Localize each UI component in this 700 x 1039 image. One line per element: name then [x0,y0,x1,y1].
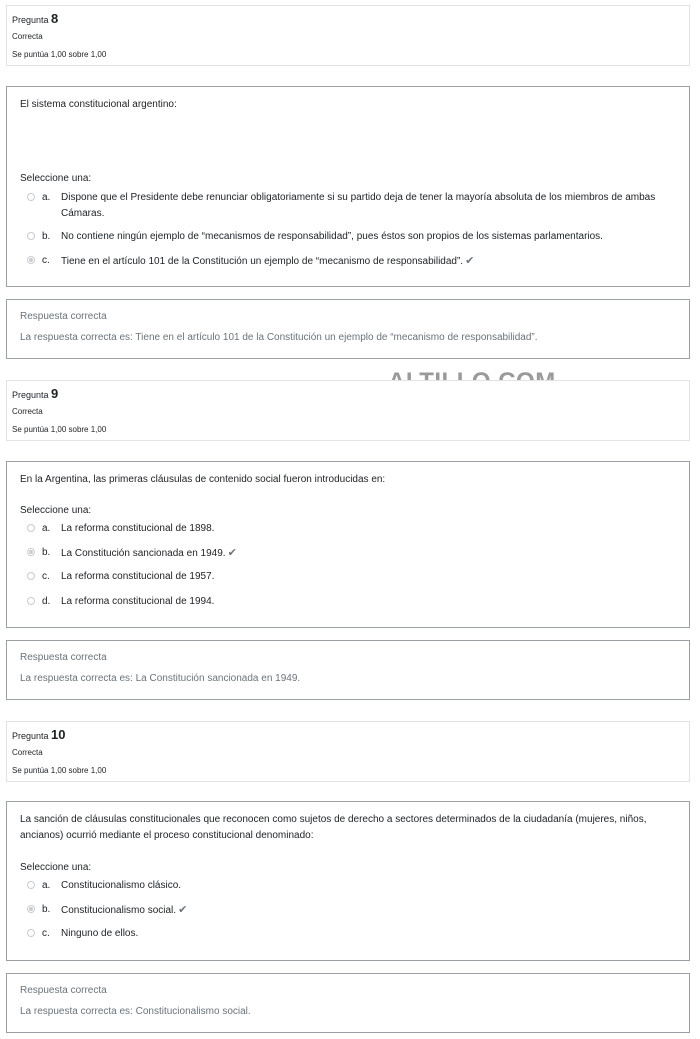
select-prompt: Seleccione una: [20,173,92,184]
question-grade: Se puntúa 1,00 sobre 1,00 [12,425,107,434]
answer-option-c[interactable] [27,569,665,585]
answer-option-b[interactable] [27,545,665,562]
radio-button[interactable] [27,597,35,605]
option-text: La reforma constitucional de 1957. [61,571,215,582]
feedback-9 [6,640,690,700]
question-number: Pregunta 10 [12,727,66,742]
select-prompt: Seleccione una: [20,505,92,516]
answer-option-b[interactable] [27,229,665,245]
option-letter: d. [42,596,51,607]
question-state: Correcta [12,32,43,41]
select-prompt: Seleccione una: [20,862,92,873]
feedback-text: La respuesta correcta es: Constitucionalismo social. [20,1006,251,1017]
question-info-9 [6,380,690,441]
option-text: Constitucionalismo clásico. [61,880,182,891]
option-letter: c. [42,571,50,582]
option-text: Tiene en el artículo 101 de la Constitución un ejemplo de “mecanismo de responsabilidad”. [61,256,464,267]
question-state: Correcta [12,748,43,757]
question-state: Correcta [12,407,43,416]
question-grade: Se puntúa 1,00 sobre 1,00 [12,766,107,775]
feedback-title: Respuesta correcta [20,985,107,996]
answer-option-b[interactable] [27,902,665,919]
option-text: La Constitución sancionada en 1949. [61,548,226,559]
option-letter: b. [42,547,51,558]
radio-button[interactable] [27,881,35,889]
option-letter: a. [42,880,51,891]
option-text: Dispone que el Presidente debe renunciar obligatoriamente si su partido deja de tener la mayoría absoluta de los miembros de ambas Cámaras. [61,192,656,219]
question-text: El sistema constitucional argentino: [20,99,177,110]
option-text: Constitucionalismo social. [61,905,177,916]
question-content-8 [6,86,690,287]
option-text: La reforma constitucional de 1994. [61,596,215,607]
radio-button-selected[interactable] [27,548,35,556]
radio-button[interactable] [27,929,35,937]
answer-option-c[interactable] [27,253,665,270]
option-letter: c. [42,928,50,939]
radio-button-selected[interactable] [27,256,35,264]
option-letter: b. [42,904,51,915]
question-text: La sanción de cláusulas constitucionales que reconocen como sujetos de derecho a sectores determinados de la ciudadanía (mujeres, niños, ancianos) ocurrió mediante el proceso constitucional denominado: [20,814,647,841]
question-text: En la Argentina, las primeras cláusulas de contenido social fueron introducidas en: [20,474,386,485]
question-content-10 [6,801,690,961]
question-number: Pregunta 9 [12,386,59,401]
radio-button[interactable] [27,572,35,580]
radio-button[interactable] [27,193,35,201]
check-icon: ✔ [465,255,475,267]
check-icon: ✔ [178,904,188,916]
feedback-title: Respuesta correcta [20,311,107,322]
option-text: Ninguno de ellos. [61,928,139,939]
question-content-9 [6,461,690,628]
option-letter: a. [42,192,51,203]
question-info-8 [6,5,690,66]
answer-option-a[interactable] [27,521,665,537]
answer-option-a[interactable] [27,878,665,894]
radio-button-selected[interactable] [27,905,35,913]
feedback-10 [6,973,690,1033]
radio-button[interactable] [27,232,35,240]
answer-option-a[interactable] [27,190,665,222]
feedback-text: La respuesta correcta es: Tiene en el artículo 101 de la Constitución un ejemplo de “mecanismo de responsabilidad”. [20,332,538,343]
answer-option-c[interactable] [27,926,665,942]
answer-option-d[interactable] [27,594,665,610]
check-icon: ✔ [227,547,237,559]
option-text-wrap [61,545,665,562]
question-grade: Se puntúa 1,00 sobre 1,00 [12,50,107,59]
question-number: Pregunta 8 [12,11,59,26]
option-text: No contiene ningún ejemplo de “mecanismos de responsabilidad”, pues éstos son propios de los sistemas parlamentarios. [61,231,603,242]
option-text-wrap [61,253,665,270]
question-info-10 [6,721,690,782]
feedback-text: La respuesta correcta es: La Constitución sancionada en 1949. [20,673,301,684]
option-text-wrap [61,902,665,919]
option-letter: c. [42,255,50,266]
feedback-8 [6,299,690,359]
option-text: La reforma constitucional de 1898. [61,523,215,534]
option-letter: a. [42,523,51,534]
option-letter: b. [42,231,51,242]
radio-button[interactable] [27,524,35,532]
feedback-title: Respuesta correcta [20,652,107,663]
